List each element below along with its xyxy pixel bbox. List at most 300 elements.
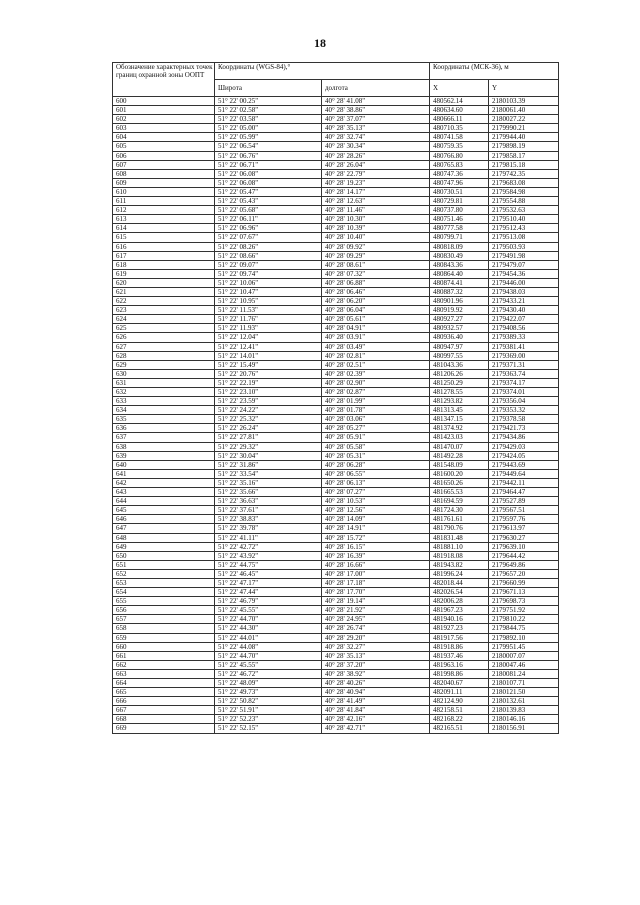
table-row xyxy=(113,206,559,215)
latitude-header: Широта xyxy=(215,80,322,97)
latitude-cell: 51° 22' 10.06" xyxy=(215,278,322,287)
longitude-cell: 40° 28' 32.74" xyxy=(322,133,430,142)
x-cell: 480759.35 xyxy=(430,142,489,151)
y-cell: 2179371.31 xyxy=(489,360,559,369)
longitude-cell: 40° 28' 40.94" xyxy=(322,688,430,697)
y-cell: 2179527.89 xyxy=(489,497,559,506)
latitude-cell: 51° 22' 44.70" xyxy=(215,651,322,660)
point-id-cell: 642 xyxy=(113,478,215,487)
latitude-cell: 51° 22' 06.96" xyxy=(215,224,322,233)
y-cell: 2179892.10 xyxy=(489,633,559,642)
longitude-cell: 40° 28' 41.84" xyxy=(322,706,430,715)
point-id-cell: 637 xyxy=(113,433,215,442)
point-id-cell: 603 xyxy=(113,124,215,133)
y-cell: 2179389.33 xyxy=(489,333,559,342)
longitude-cell: 40° 28' 14.91" xyxy=(322,524,430,533)
y-cell: 2179810.22 xyxy=(489,615,559,624)
point-id-cell: 621 xyxy=(113,287,215,296)
table-row xyxy=(113,551,559,560)
y-cell: 2179657.20 xyxy=(489,569,559,578)
longitude-cell: 40° 28' 42.71" xyxy=(322,724,430,733)
x-cell: 480874.41 xyxy=(430,278,489,287)
latitude-cell: 51° 22' 46.79" xyxy=(215,597,322,606)
latitude-cell: 51° 22' 52.23" xyxy=(215,715,322,724)
point-id-cell: 631 xyxy=(113,378,215,387)
table-row xyxy=(113,278,559,287)
longitude-cell: 40° 28' 17.00" xyxy=(322,569,430,578)
point-id-cell: 643 xyxy=(113,488,215,497)
point-id-cell: 647 xyxy=(113,524,215,533)
x-cell: 481917.56 xyxy=(430,633,489,642)
latitude-cell: 51° 22' 05.47" xyxy=(215,187,322,196)
x-cell: 482168.22 xyxy=(430,715,489,724)
point-id-cell: 607 xyxy=(113,160,215,169)
x-cell: 480887.32 xyxy=(430,287,489,296)
y-cell: 2180007.07 xyxy=(489,651,559,660)
latitude-cell: 51° 22' 06.71" xyxy=(215,160,322,169)
x-cell: 480747.96 xyxy=(430,178,489,187)
y-cell: 2179369.00 xyxy=(489,351,559,360)
x-cell: 480947.97 xyxy=(430,342,489,351)
x-cell: 480666.11 xyxy=(430,115,489,124)
y-cell: 2179630.27 xyxy=(489,533,559,542)
longitude-cell: 40° 28' 06.55" xyxy=(322,469,430,478)
longitude-cell: 40° 28' 06.88" xyxy=(322,278,430,287)
latitude-cell: 51° 22' 12.04" xyxy=(215,333,322,342)
y-cell: 2179438.03 xyxy=(489,287,559,296)
x-cell: 481206.26 xyxy=(430,369,489,378)
latitude-cell: 51° 22' 05.43" xyxy=(215,197,322,206)
longitude-cell: 40° 28' 37.20" xyxy=(322,660,430,669)
table-row xyxy=(113,306,559,315)
x-cell: 480864.40 xyxy=(430,269,489,278)
point-id-cell: 665 xyxy=(113,688,215,697)
latitude-cell: 51° 22' 44.70" xyxy=(215,615,322,624)
x-cell: 480927.27 xyxy=(430,315,489,324)
point-id-cell: 617 xyxy=(113,251,215,260)
longitude-cell: 40° 28' 06.28" xyxy=(322,460,430,469)
y-cell: 2180121.50 xyxy=(489,688,559,697)
point-id-cell: 653 xyxy=(113,578,215,587)
y-cell: 2180027.22 xyxy=(489,115,559,124)
y-cell: 2179430.40 xyxy=(489,306,559,315)
point-id-cell: 646 xyxy=(113,515,215,524)
y-cell: 2179443.69 xyxy=(489,460,559,469)
x-cell: 480741.58 xyxy=(430,133,489,142)
table-body xyxy=(113,97,559,734)
point-id-cell: 668 xyxy=(113,715,215,724)
x-cell: 481043.36 xyxy=(430,360,489,369)
table-row xyxy=(113,115,559,124)
longitude-cell: 40° 28' 41.08" xyxy=(322,97,430,106)
x-cell: 481724.30 xyxy=(430,506,489,515)
latitude-cell: 51° 22' 49.73" xyxy=(215,688,322,697)
point-id-cell: 652 xyxy=(113,569,215,578)
table-row xyxy=(113,724,559,733)
y-cell: 2179449.64 xyxy=(489,469,559,478)
table-row xyxy=(113,588,559,597)
x-cell: 480830.49 xyxy=(430,251,489,260)
point-id-cell: 632 xyxy=(113,388,215,397)
x-cell: 480751.46 xyxy=(430,215,489,224)
latitude-cell: 51° 22' 36.63" xyxy=(215,497,322,506)
x-cell: 481831.48 xyxy=(430,533,489,542)
x-cell: 481963.16 xyxy=(430,660,489,669)
y-cell: 2179858.17 xyxy=(489,151,559,160)
latitude-cell: 51° 22' 10.95" xyxy=(215,297,322,306)
latitude-cell: 51° 22' 11.76" xyxy=(215,315,322,324)
latitude-cell: 51° 22' 37.61" xyxy=(215,506,322,515)
longitude-cell: 40° 28' 16.39" xyxy=(322,551,430,560)
point-id-cell: 630 xyxy=(113,369,215,378)
latitude-cell: 51° 22' 52.15" xyxy=(215,724,322,733)
table-row xyxy=(113,706,559,715)
longitude-cell: 40° 28' 16.66" xyxy=(322,560,430,569)
longitude-cell: 40° 28' 08.61" xyxy=(322,260,430,269)
table-row xyxy=(113,442,559,451)
latitude-cell: 51° 22' 35.16" xyxy=(215,478,322,487)
y-cell: 2180146.16 xyxy=(489,715,559,724)
x-cell: 481423.03 xyxy=(430,433,489,442)
y-cell: 2179356.04 xyxy=(489,397,559,406)
table-row xyxy=(113,679,559,688)
longitude-cell: 40° 28' 02.87" xyxy=(322,388,430,397)
x-cell: 481293.82 xyxy=(430,397,489,406)
x-cell: 482006.28 xyxy=(430,597,489,606)
point-id-cell: 606 xyxy=(113,151,215,160)
x-cell: 480729.81 xyxy=(430,197,489,206)
latitude-cell: 51° 22' 33.54" xyxy=(215,469,322,478)
x-cell: 481600.20 xyxy=(430,469,489,478)
longitude-cell: 40° 28' 35.13" xyxy=(322,651,430,660)
table-row xyxy=(113,515,559,524)
y-cell: 2179422.07 xyxy=(489,315,559,324)
x-cell: 481347.15 xyxy=(430,415,489,424)
table-row xyxy=(113,624,559,633)
table-row xyxy=(113,215,559,224)
table-row xyxy=(113,269,559,278)
table-row xyxy=(113,542,559,551)
table-row xyxy=(113,615,559,624)
y-cell: 2180081.24 xyxy=(489,669,559,678)
x-cell: 480634.60 xyxy=(430,106,489,115)
x-cell: 480818.09 xyxy=(430,242,489,251)
point-id-cell: 662 xyxy=(113,660,215,669)
table-row xyxy=(113,424,559,433)
point-id-cell: 614 xyxy=(113,224,215,233)
x-cell: 481996.24 xyxy=(430,569,489,578)
point-id-cell: 625 xyxy=(113,324,215,333)
table-row xyxy=(113,97,559,106)
point-id-cell: 663 xyxy=(113,669,215,678)
latitude-cell: 51° 22' 35.66" xyxy=(215,488,322,497)
longitude-cell: 40° 28' 41.49" xyxy=(322,697,430,706)
latitude-cell: 51° 22' 09.74" xyxy=(215,269,322,278)
point-id-cell: 638 xyxy=(113,442,215,451)
point-id-cell: 618 xyxy=(113,260,215,269)
latitude-cell: 51° 22' 06.54" xyxy=(215,142,322,151)
y-cell: 2179363.74 xyxy=(489,369,559,378)
y-cell: 2179683.08 xyxy=(489,178,559,187)
point-id-cell: 610 xyxy=(113,187,215,196)
x-cell: 482040.67 xyxy=(430,679,489,688)
latitude-cell: 51° 22' 45.55" xyxy=(215,606,322,615)
y-cell: 2179408.56 xyxy=(489,324,559,333)
x-cell: 481250.29 xyxy=(430,378,489,387)
table-row xyxy=(113,533,559,542)
longitude-cell: 40° 28' 03.06" xyxy=(322,415,430,424)
latitude-cell: 51° 22' 44.01" xyxy=(215,633,322,642)
longitude-cell: 40° 28' 28.26" xyxy=(322,151,430,160)
table-row xyxy=(113,688,559,697)
latitude-cell: 51° 22' 50.82" xyxy=(215,697,322,706)
x-cell: 481761.61 xyxy=(430,515,489,524)
y-cell: 2179815.18 xyxy=(489,160,559,169)
table-row xyxy=(113,178,559,187)
longitude-cell: 40° 28' 24.95" xyxy=(322,615,430,624)
table-row xyxy=(113,478,559,487)
table-row xyxy=(113,578,559,587)
point-id-cell: 605 xyxy=(113,142,215,151)
latitude-cell: 51° 22' 06.76" xyxy=(215,151,322,160)
table-row xyxy=(113,606,559,615)
y-cell: 2179844.75 xyxy=(489,624,559,633)
latitude-cell: 51° 22' 09.07" xyxy=(215,260,322,269)
longitude-cell: 40° 28' 42.16" xyxy=(322,715,430,724)
table-row xyxy=(113,451,559,460)
latitude-cell: 51° 22' 46.72" xyxy=(215,669,322,678)
point-id-cell: 641 xyxy=(113,469,215,478)
latitude-cell: 51° 22' 15.49" xyxy=(215,360,322,369)
table-row xyxy=(113,497,559,506)
x-cell: 480562.14 xyxy=(430,97,489,106)
latitude-cell: 51° 22' 39.78" xyxy=(215,524,322,533)
x-cell: 481998.86 xyxy=(430,669,489,678)
table-row xyxy=(113,333,559,342)
y-cell: 2179944.40 xyxy=(489,133,559,142)
x-cell: 482165.51 xyxy=(430,724,489,733)
y-cell: 2179584.98 xyxy=(489,187,559,196)
longitude-cell: 40° 28' 11.46" xyxy=(322,206,430,215)
table-row xyxy=(113,506,559,515)
y-cell: 2179644.42 xyxy=(489,551,559,560)
y-cell: 2179649.86 xyxy=(489,560,559,569)
x-cell: 482124.90 xyxy=(430,697,489,706)
table-row xyxy=(113,524,559,533)
table-row xyxy=(113,669,559,678)
x-cell: 481694.59 xyxy=(430,497,489,506)
x-cell: 480799.71 xyxy=(430,233,489,242)
latitude-cell: 51° 22' 20.76" xyxy=(215,369,322,378)
longitude-cell: 40° 28' 26.04" xyxy=(322,160,430,169)
longitude-cell: 40° 28' 04.91" xyxy=(322,324,430,333)
longitude-cell: 40° 28' 10.39" xyxy=(322,224,430,233)
point-id-cell: 622 xyxy=(113,297,215,306)
y-cell: 2179421.73 xyxy=(489,424,559,433)
y-cell: 2179434.86 xyxy=(489,433,559,442)
table-row xyxy=(113,251,559,260)
y-cell: 2179951.45 xyxy=(489,642,559,651)
point-id-cell: 634 xyxy=(113,406,215,415)
longitude-cell: 40° 28' 05.91" xyxy=(322,433,430,442)
longitude-header: долгота xyxy=(322,80,430,97)
longitude-cell: 40° 28' 06.20" xyxy=(322,297,430,306)
longitude-cell: 40° 28' 35.13" xyxy=(322,124,430,133)
x-header: X xyxy=(430,80,489,97)
table-row xyxy=(113,715,559,724)
x-cell: 480997.55 xyxy=(430,351,489,360)
table-row xyxy=(113,233,559,242)
x-cell: 481470.07 xyxy=(430,442,489,451)
point-id-cell: 620 xyxy=(113,278,215,287)
longitude-cell: 40° 28' 06.13" xyxy=(322,478,430,487)
point-id-cell: 650 xyxy=(113,551,215,560)
table-row xyxy=(113,469,559,478)
x-cell: 482026.54 xyxy=(430,588,489,597)
longitude-cell: 40° 28' 06.04" xyxy=(322,306,430,315)
longitude-cell: 40° 28' 05.61" xyxy=(322,315,430,324)
longitude-cell: 40° 28' 02.39" xyxy=(322,369,430,378)
latitude-cell: 51° 22' 24.22" xyxy=(215,406,322,415)
y-cell: 2180139.83 xyxy=(489,706,559,715)
table-row xyxy=(113,324,559,333)
latitude-cell: 51° 22' 44.75" xyxy=(215,560,322,569)
longitude-cell: 40° 28' 12.63" xyxy=(322,197,430,206)
point-id-cell: 636 xyxy=(113,424,215,433)
point-id-cell: 615 xyxy=(113,233,215,242)
table-row xyxy=(113,297,559,306)
longitude-cell: 40° 28' 03.49" xyxy=(322,342,430,351)
latitude-cell: 51° 22' 29.32" xyxy=(215,442,322,451)
longitude-cell: 40° 28' 09.92" xyxy=(322,242,430,251)
latitude-cell: 51° 22' 38.83" xyxy=(215,515,322,524)
designation-header: Обозначение характерных точек границ охранной зоны ООПТ xyxy=(113,63,215,97)
longitude-cell: 40° 28' 10.53" xyxy=(322,497,430,506)
x-cell: 480766.80 xyxy=(430,151,489,160)
y-cell: 2179442.11 xyxy=(489,478,559,487)
x-cell: 481278.55 xyxy=(430,388,489,397)
y-cell: 2179742.35 xyxy=(489,169,559,178)
latitude-cell: 51° 22' 03.58" xyxy=(215,115,322,124)
longitude-cell: 40° 28' 10.30" xyxy=(322,215,430,224)
table-row xyxy=(113,569,559,578)
latitude-cell: 51° 22' 31.86" xyxy=(215,460,322,469)
point-id-cell: 611 xyxy=(113,197,215,206)
x-cell: 480932.57 xyxy=(430,324,489,333)
point-id-cell: 626 xyxy=(113,333,215,342)
wgs84-group-header: Координаты (WGS-84),° xyxy=(215,63,430,80)
page-number: 18 xyxy=(314,36,326,50)
y-cell: 2179671.13 xyxy=(489,588,559,597)
table-row xyxy=(113,260,559,269)
longitude-cell: 40° 28' 30.34" xyxy=(322,142,430,151)
longitude-cell: 40° 28' 21.92" xyxy=(322,606,430,615)
point-id-cell: 601 xyxy=(113,106,215,115)
point-id-cell: 609 xyxy=(113,178,215,187)
point-id-cell: 654 xyxy=(113,588,215,597)
y-cell: 2179512.43 xyxy=(489,224,559,233)
longitude-cell: 40° 28' 02.90" xyxy=(322,378,430,387)
longitude-cell: 40° 28' 17.70" xyxy=(322,588,430,597)
table-row xyxy=(113,460,559,469)
point-id-cell: 667 xyxy=(113,706,215,715)
latitude-cell: 51° 22' 42.72" xyxy=(215,542,322,551)
longitude-cell: 40° 28' 10.40" xyxy=(322,233,430,242)
table-row xyxy=(113,597,559,606)
point-id-cell: 660 xyxy=(113,642,215,651)
longitude-cell: 40° 28' 38.86" xyxy=(322,106,430,115)
table-row xyxy=(113,660,559,669)
point-id-cell: 624 xyxy=(113,315,215,324)
table-row xyxy=(113,124,559,133)
longitude-cell: 40° 28' 05.58" xyxy=(322,442,430,451)
y-cell: 2179424.05 xyxy=(489,451,559,460)
x-cell: 480901.96 xyxy=(430,297,489,306)
x-cell: 481918.08 xyxy=(430,551,489,560)
latitude-cell: 51° 22' 47.17" xyxy=(215,578,322,587)
longitude-cell: 40° 28' 09.29" xyxy=(322,251,430,260)
latitude-cell: 51° 22' 30.04" xyxy=(215,451,322,460)
latitude-cell: 51° 22' 46.45" xyxy=(215,569,322,578)
point-id-cell: 612 xyxy=(113,206,215,215)
y-cell: 2179639.10 xyxy=(489,542,559,551)
table-row xyxy=(113,642,559,651)
y-cell: 2179381.41 xyxy=(489,342,559,351)
longitude-cell: 40° 28' 40.26" xyxy=(322,679,430,688)
table-row xyxy=(113,197,559,206)
longitude-cell: 40° 28' 06.46" xyxy=(322,287,430,296)
latitude-cell: 51° 22' 08.26" xyxy=(215,242,322,251)
table-row xyxy=(113,388,559,397)
latitude-cell: 51° 22' 47.44" xyxy=(215,588,322,597)
x-cell: 481927.23 xyxy=(430,624,489,633)
msk36-group-header: Координаты (МСК-36), м xyxy=(430,63,559,80)
x-cell: 480765.83 xyxy=(430,160,489,169)
longitude-cell: 40° 28' 19.23" xyxy=(322,178,430,187)
latitude-cell: 51° 22' 00.25" xyxy=(215,97,322,106)
y-cell: 2179532.63 xyxy=(489,206,559,215)
latitude-cell: 51° 22' 05.68" xyxy=(215,206,322,215)
x-cell: 481967.23 xyxy=(430,606,489,615)
latitude-cell: 51° 22' 51.91" xyxy=(215,706,322,715)
x-cell: 481943.82 xyxy=(430,560,489,569)
latitude-cell: 51° 22' 08.66" xyxy=(215,251,322,260)
latitude-cell: 51° 22' 44.08" xyxy=(215,642,322,651)
latitude-cell: 51° 22' 45.55" xyxy=(215,660,322,669)
x-cell: 482091.11 xyxy=(430,688,489,697)
x-cell: 481790.76 xyxy=(430,524,489,533)
table-row xyxy=(113,287,559,296)
latitude-cell: 51° 22' 43.92" xyxy=(215,551,322,560)
table-row xyxy=(113,151,559,160)
longitude-cell: 40° 28' 01.78" xyxy=(322,406,430,415)
latitude-cell: 51° 22' 11.93" xyxy=(215,324,322,333)
point-id-cell: 619 xyxy=(113,269,215,278)
y-cell: 2179567.51 xyxy=(489,506,559,515)
table-row xyxy=(113,342,559,351)
table-row xyxy=(113,397,559,406)
table-row xyxy=(113,360,559,369)
y-cell: 2179446.00 xyxy=(489,278,559,287)
point-id-cell: 623 xyxy=(113,306,215,315)
point-id-cell: 655 xyxy=(113,597,215,606)
table-row xyxy=(113,160,559,169)
longitude-cell: 40° 28' 03.91" xyxy=(322,333,430,342)
x-cell: 480747.36 xyxy=(430,169,489,178)
table-row xyxy=(113,187,559,196)
point-id-cell: 608 xyxy=(113,169,215,178)
longitude-cell: 40° 28' 26.74" xyxy=(322,624,430,633)
